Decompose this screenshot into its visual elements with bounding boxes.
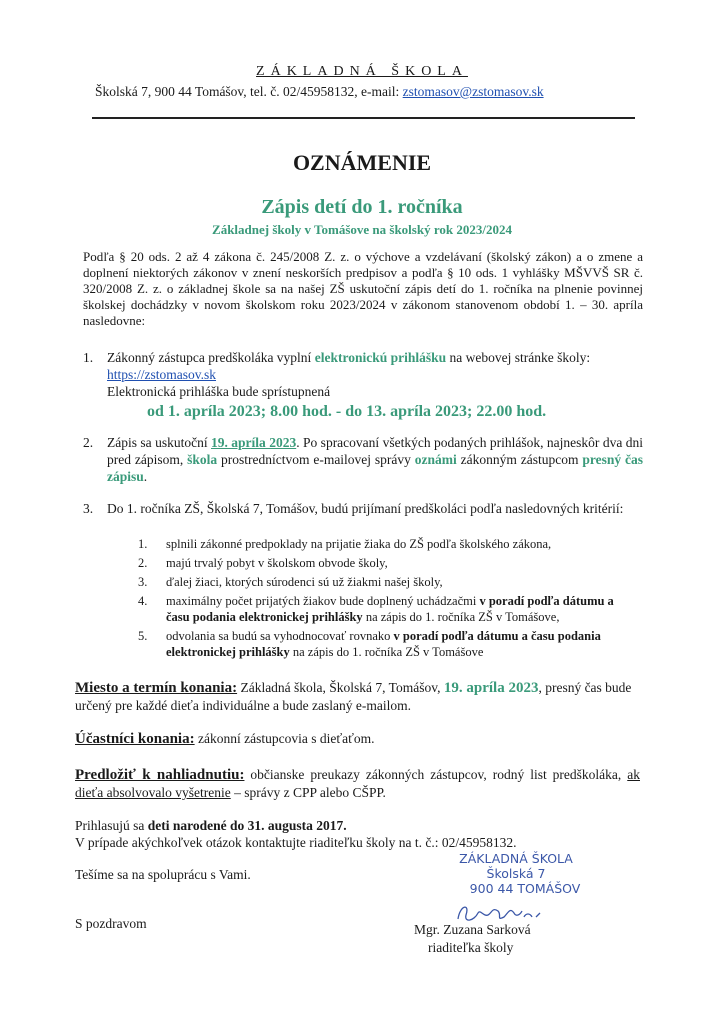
- section-documents: [75, 766, 640, 801]
- section-participants: [75, 730, 640, 748]
- criteria-bold-text: v poradí podľa dátumu a času podania elektronickej prihlášky: [166, 629, 601, 659]
- address-text: Školská 7, 900 44 Tomášov, tel. č. 02/45958132, e-mail:: [95, 84, 400, 99]
- birth-date-bold: deti narodené do 31. augusta 2017.: [147, 818, 347, 833]
- venue-text-b: , presný čas bude určený pre každé dieťa individuálne a bude zaslaný e-mailom.: [75, 680, 632, 713]
- documents-underlined: ak dieťa absolvovalo vyšetrenie: [75, 767, 640, 800]
- section-venue: [75, 679, 640, 714]
- venue-text-a: Základná škola, Školská 7, Tomášov,: [237, 680, 444, 695]
- item2-cas: presný čas zápisu: [107, 452, 643, 484]
- closing-greeting: S pozdravom: [75, 916, 147, 931]
- item2-text-e: .: [143, 469, 148, 484]
- criteria-item-5: [138, 628, 638, 660]
- item2-text-b: . Po spracovaní všetkých podaných prihlášok, najneskôr dva dni pred zápisom,: [107, 435, 643, 467]
- stamp-line-2: Školská 7: [486, 866, 546, 881]
- item1-highlight: elektronickú prihlášku: [314, 350, 447, 365]
- header-divider: [92, 117, 635, 119]
- intro-paragraph: [83, 249, 643, 329]
- criteria-item-4: [138, 593, 638, 625]
- documents-text-a: občianske preukazy zákonných zástupcov, rodný list predškoláka,: [244, 767, 628, 782]
- list-number: 1.: [83, 350, 94, 365]
- list-number: 2.: [83, 435, 94, 450]
- criteria-list: [138, 536, 638, 660]
- criteria-number: 4.: [138, 594, 148, 608]
- item2-text-a: Zápis sa uskutoční: [107, 435, 211, 450]
- item2-date: 19. apríla 2023: [211, 435, 297, 450]
- contact-text: V prípade akýchkoľvek otázok kontaktujte riaditeľku školy na t. č.: 02/45958132.: [75, 835, 517, 850]
- section-birth-date: [75, 817, 640, 851]
- stamp-line-3: 900 44 TOMÁŠOV: [469, 881, 581, 896]
- participants-text: zákonní zástupcovia s dieťaťom.: [194, 731, 375, 746]
- signatory-role: riaditeľka školy: [428, 940, 514, 955]
- document-title: OZNÁMENIE: [292, 150, 432, 175]
- list-item-1: [83, 349, 643, 420]
- school-name-header: ZÁKLADNÁ ŠKOLA: [256, 64, 468, 79]
- documents-text-b: – správy z CPP alebo CŠPP.: [230, 785, 386, 800]
- closing-cooperation: Tešíme sa na spoluprácu s Vami.: [75, 867, 251, 882]
- item2-skola: škola: [187, 452, 218, 467]
- venue-label: Miesto a termín konania:: [75, 680, 238, 696]
- document-subtitle: Zápis detí do 1. ročníka: [261, 196, 463, 218]
- criteria-item-2: [138, 555, 638, 571]
- stamp-line-1: ZÁKLADNÁ ŠKOLA: [459, 851, 573, 866]
- item2-oznami: oznámi: [414, 452, 457, 467]
- criteria-text: ďalej žiaci, ktorých súrodenci sú už žiakmi našej školy,: [166, 575, 443, 589]
- criteria-number: 3.: [138, 575, 148, 589]
- criteria-bold-text: v poradí podľa dátumu a času podania elektronickej prihlášky: [166, 594, 614, 624]
- venue-date: 19. apríla 2023: [443, 680, 539, 696]
- criteria-text: odvolania sa budú sa vyhodnocovať rovnako: [166, 629, 394, 643]
- criteria-text-end: na zápis do 1. ročníka ZŠ v Tomášove: [289, 645, 484, 659]
- birth-text-a: Prihlasujú sa: [75, 818, 148, 833]
- school-website-link[interactable]: https://zstomasov.sk: [107, 367, 217, 382]
- list-number: 3.: [83, 501, 94, 516]
- signatory-name: Mgr. Zuzana Sarková: [414, 922, 531, 937]
- item3-text: Do 1. ročníka ZŠ, Školská 7, Tomášov, budú prijímaní predškoláci podľa nasledovných kritérií:: [107, 501, 624, 516]
- email-link[interactable]: zstomasov@zstomasov.sk: [402, 84, 544, 99]
- intro-text: Podľa § 20 ods. 2 až 4 zákona č. 245/2008 Z. z. o výchove a vzdelávaní (školský zákon) a o zmene a doplnení niektorých zákonov v znení neskorších predpisov a podľa § 10 ods. 1 vyhlášky MŠVVŠ SR č. 320/2008 Z. z. o základnej škole sa na našej ZŠ uskutoční zápis detí do 1. ročníka na plnenie povinnej školskej dochádzky v novom školskom roku 2023/2024 v zákonom stanovenom období 1. – 30. apríla nasledovne:: [83, 249, 643, 328]
- criteria-item-3: [138, 574, 638, 590]
- document-subtitle-school-year: Základnej školy v Tomášove na školský rok 2023/2024: [212, 222, 512, 237]
- criteria-text: majú trvalý pobyt v školskom obvode školy,: [166, 556, 388, 570]
- criteria-text-end: na zápis do 1. ročníka ZŠ v Tomášove,: [362, 610, 560, 624]
- item1-text-c: Elektronická prihláška bude sprístupnená: [107, 384, 331, 399]
- item2-text-d: zákonným zástupcom: [456, 452, 583, 467]
- criteria-number: 2.: [138, 556, 148, 570]
- criteria-number: 1.: [138, 537, 148, 551]
- criteria-item-1: [138, 536, 638, 552]
- criteria-number: 5.: [138, 629, 148, 643]
- item1-text-a: Zákonný zástupca predškoláka vyplní: [107, 350, 315, 365]
- school-stamp: [446, 851, 586, 896]
- school-address: [95, 84, 655, 100]
- list-item-2: [83, 434, 643, 485]
- item2-text-c: prostredníctvom e-mailovej správy: [217, 452, 415, 467]
- criteria-text: splnili zákonné predpoklady na prijatie žiaka do ZŠ podľa školského zákona,: [166, 537, 552, 551]
- item1-text-b: na webovej stránke školy:: [446, 350, 591, 365]
- participants-label: Účastníci konania:: [75, 731, 195, 747]
- criteria-text: maximálny počet prijatých žiakov bude doplnený uchádzačmi: [166, 594, 480, 608]
- list-item-3: [83, 500, 643, 517]
- registration-dates: od 1. apríla 2023; 8.00 hod. - do 13. apríla 2023; 22.00 hod.: [147, 403, 547, 420]
- documents-label: Predložiť k nahliadnutiu:: [75, 767, 245, 783]
